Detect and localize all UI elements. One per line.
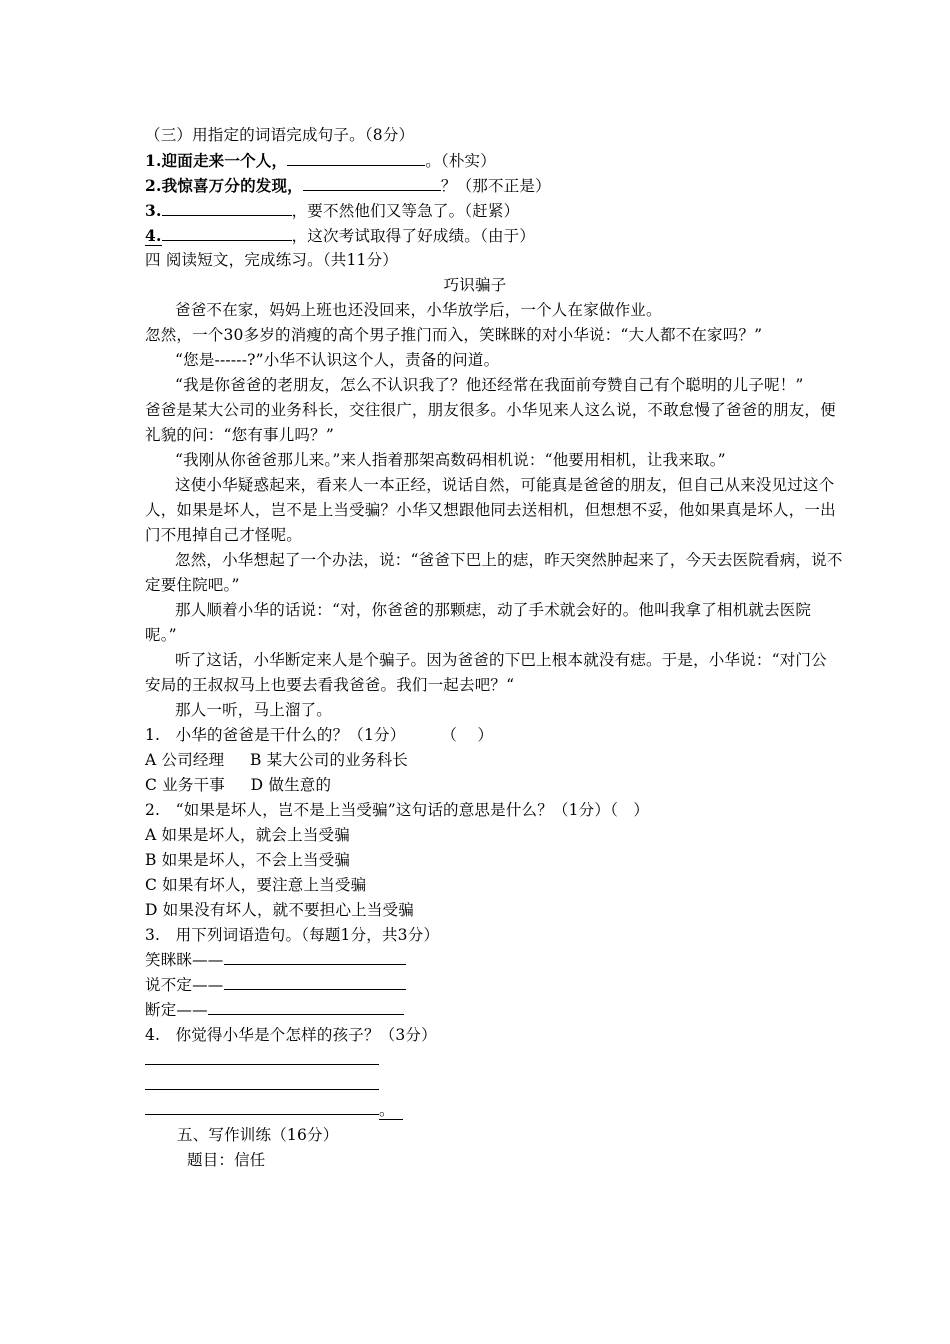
story-paragraph: 人，如果是坏人，岂不是上当受骗？小华又想跟他同去送相机，但想想不妥，他如果真是坏人，一出 <box>145 501 836 519</box>
story-paragraph: 那人顺着小华的话说：“对，你爸爸的那颗痣，动了手术就会好的。他叫我拿了相机就去医院 <box>175 601 812 619</box>
s3-question-4: 4. ，这次考试取得了好成绩。（由于） <box>145 226 536 245</box>
story-paragraph: “我是你爸爸的老朋友，怎么不认识我了？他还经常在我面前夸赞自己有个聪明的儿子呢！” <box>175 376 804 394</box>
answer-blank[interactable] <box>162 224 292 241</box>
story-title: 巧识骗子 <box>443 276 507 294</box>
story-paragraph: 呢。” <box>145 626 177 644</box>
answer-blank[interactable] <box>145 1073 379 1090</box>
story-paragraph: “您是------?”小华不认识这个人，责备的问道。 <box>175 351 500 369</box>
s4-question-2: 2. “如果是坏人，岂不是上当受骗”这句话的意思是什么？（1分）（ ） <box>145 801 650 819</box>
answer-line <box>145 1073 865 1098</box>
s3-question-1: 1.迎面走来一个人， 。（朴实） <box>145 151 496 170</box>
choice-line: D 如果没有坏人，就不要担心上当受骗 <box>145 901 414 919</box>
choice-line: A 公司经理 B 某大公司的业务科长 <box>145 751 408 769</box>
story-paragraph: 听了这话，小华断定来人是个骗子。因为爸爸的下巴上根本就没有痣。于是，小华说：“对门公 <box>175 651 827 669</box>
sentence-line: 笑眯眯—— <box>145 948 865 973</box>
answer-blank[interactable] <box>224 948 406 965</box>
s3-question-3: 3. ，要不然他们又等急了。（赶紧） <box>145 201 520 220</box>
story-paragraph: 礼貌的问：“您有事儿吗？” <box>145 426 334 444</box>
section3-heading: （三）用指定的词语完成句子。（8分） <box>145 126 415 144</box>
answer-blank[interactable] <box>145 1098 379 1115</box>
story-paragraph: 爸爸不在家，妈妈上班也还没回来，小华放学后，一个人在家做作业。 <box>175 301 662 319</box>
sentence-line: 说不定—— <box>145 973 865 998</box>
answer-blank[interactable] <box>208 998 404 1015</box>
story-paragraph: 忽然，一个30多岁的消瘦的高个男子推门而入，笑眯眯的对小华说：“大人都不在家吗？” <box>145 326 763 344</box>
story-paragraph: 定要住院吧。” <box>145 576 240 594</box>
answer-line: 。 <box>145 1098 865 1123</box>
answer-blank[interactable] <box>303 174 441 191</box>
choice-line: B 如果是坏人，不会上当受骗 <box>145 851 351 869</box>
choice-line: C 如果有坏人，要注意上当受骗 <box>145 876 367 894</box>
choice-line: A 如果是坏人，就会上当受骗 <box>145 826 350 844</box>
answer-blank[interactable] <box>145 1048 379 1065</box>
section4-heading: 四 阅读短文，完成练习。（共11分） <box>145 251 399 269</box>
s4-question-4: 4. 你觉得小华是个怎样的孩子？（3分） <box>145 1026 437 1044</box>
section5-heading: 五、写作训练（16分） <box>177 1126 339 1144</box>
story-paragraph: 爸爸是某大公司的业务科长，交往很广，朋友很多。小华见来人这么说，不敢怠慢了爸爸的朋友，便 <box>145 401 836 419</box>
answer-blank[interactable] <box>224 973 406 990</box>
answer-line <box>145 1048 865 1073</box>
answer-blank[interactable] <box>287 149 425 166</box>
story-paragraph: 安局的王叔叔马上也要去看我爸爸。我们一起去吧？“ <box>145 676 515 694</box>
writing-topic: 题目：信任 <box>187 1151 266 1169</box>
sentence-line: 断定—— <box>145 998 865 1023</box>
story-paragraph: “我刚从你爸爸那儿来。”来人指着那架高数码相机说：“他要用相机，让我来取。” <box>175 451 726 469</box>
s4-question-1: 1. 小华的爸爸是干什么的？（1分） （ ） <box>145 726 494 744</box>
story-paragraph: 门不甩掉自己才怪呢。 <box>145 526 303 544</box>
choice-line: C 业务干事 D 做生意的 <box>145 776 332 794</box>
s3-question-2: 2.我惊喜万分的发现， ？（那不正是） <box>145 176 551 195</box>
story-paragraph: 那人一听，马上溜了。 <box>175 701 333 719</box>
answer-blank[interactable] <box>162 199 292 216</box>
story-paragraph: 这使小华疑惑起来，看来人一本正经，说话自然，可能真是爸爸的朋友，但自己从来没见过这个 <box>175 476 835 494</box>
s4-question-3: 3. 用下列词语造句。（每题1分，共3分） <box>145 926 440 944</box>
story-paragraph: 忽然，小华想起了一个办法，说：“爸爸下巴上的痣，昨天突然肿起来了，今天去医院看病，说不 <box>175 551 843 569</box>
